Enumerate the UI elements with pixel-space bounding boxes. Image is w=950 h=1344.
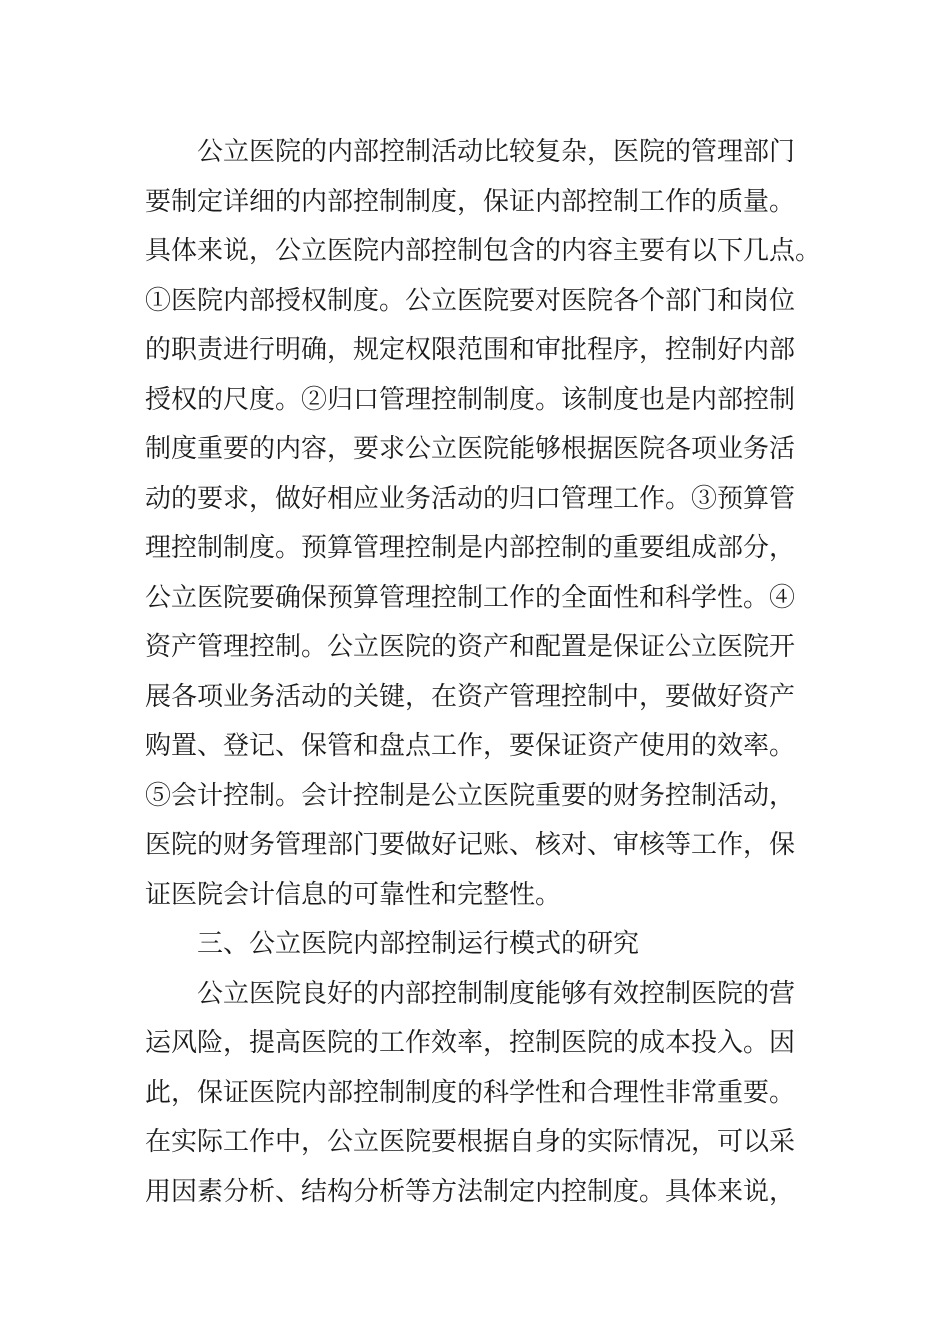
text-line: 证医院会计信息的可靠性和完整性。 xyxy=(145,879,562,910)
text-line: 用因素分析、结构分析等方法制定内控制度。具体来说， xyxy=(145,1176,796,1207)
section-heading: 三、公立医院内部控制运行模式的研究 xyxy=(197,929,640,959)
text-line: 运风险，提高医院的工作效率，控制医院的成本投入。因 xyxy=(145,1028,796,1058)
text-line: ⑤会计控制。会计控制是公立医院重要的财务控制活动， xyxy=(145,780,796,811)
text-line: 要制定详细的内部控制制度，保证内部控制工作的质量。 xyxy=(145,186,796,217)
text-line: 的职责进行明确，规定权限范围和审批程序，控制好内部 xyxy=(145,335,796,365)
paragraph-internal-control-content xyxy=(145,128,822,920)
text-line: 在实际工作中，公立医院要根据自身的实际情况，可以采 xyxy=(145,1127,796,1157)
text-line: 公立医院要确保预算管理控制工作的全面性和科学性。④ xyxy=(145,582,796,613)
text-line: 动的要求，做好相应业务活动的归口管理工作。③预算管 xyxy=(145,483,796,514)
document-body xyxy=(145,128,822,1217)
text-line: 资产管理控制。公立医院的资产和配置是保证公立医院开 xyxy=(145,632,796,662)
text-line: 此，保证医院内部控制制度的科学性和合理性非常重要。 xyxy=(145,1077,796,1108)
paragraph-operation-mode xyxy=(145,970,805,1218)
text-line: 购置、登记、保管和盘点工作，要保证资产使用的效率。 xyxy=(145,731,796,761)
text-line: 医院的财务管理部门要做好记账、核对、审核等工作，保 xyxy=(145,830,796,860)
text-line: 理控制制度。预算管理控制是内部控制的重要组成部分， xyxy=(145,533,796,563)
text-line: 公立医院的内部控制活动比较复杂，医院的管理部门 xyxy=(197,137,796,167)
text-line: 制度重要的内容，要求公立医院能够根据医院各项业务活 xyxy=(145,434,796,464)
text-line: ①医院内部授权制度。公立医院要对医院各个部门和岗位 xyxy=(145,285,796,316)
text-line: 具体来说，公立医院内部控制包含的内容主要有以下几点。 xyxy=(145,236,822,266)
text-line: 展各项业务活动的关键，在资产管理控制中，要做好资产 xyxy=(145,681,796,712)
text-line: 公立医院良好的内部控制制度能够有效控制医院的营 xyxy=(197,978,796,1009)
text-line: 授权的尺度。②归口管理控制制度。该制度也是内部控制 xyxy=(145,384,796,415)
